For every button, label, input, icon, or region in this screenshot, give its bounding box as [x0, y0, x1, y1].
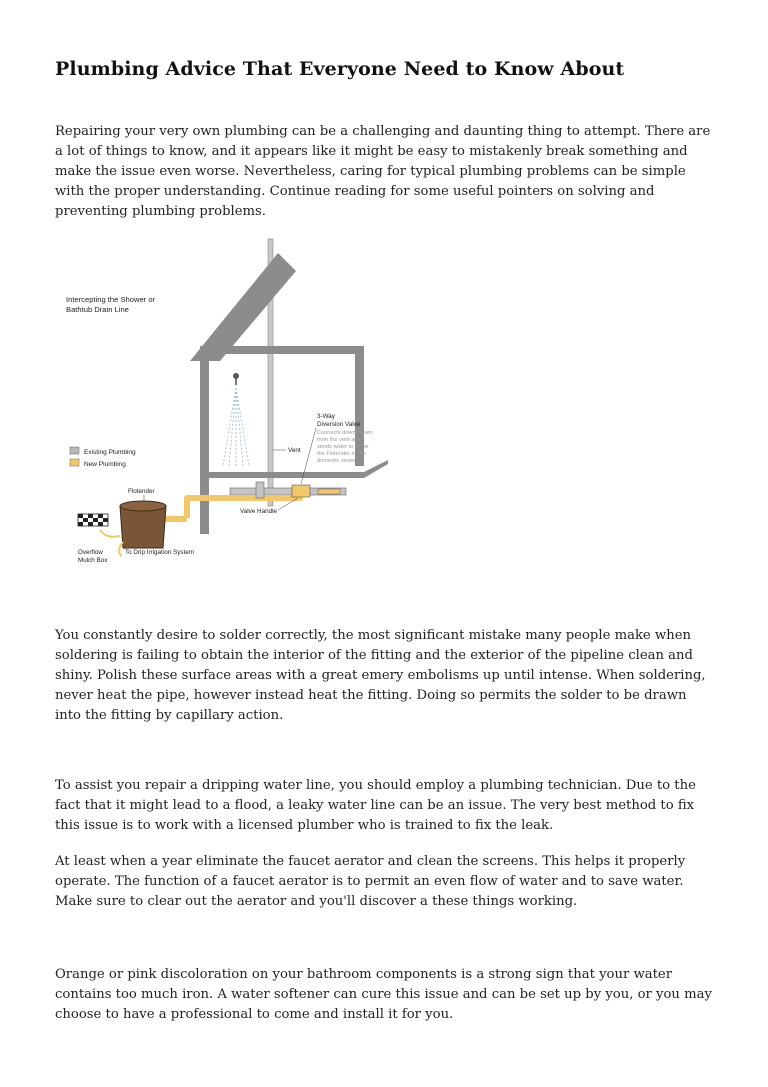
drain-trap: [256, 482, 264, 498]
valve-note-line3: sends water to either: [317, 444, 369, 450]
valve-note-line1: Connects downstream: [317, 430, 373, 436]
paragraph-water-line: To assist you repair a dripping water line, you should employ a plumbing technician. Due to the fact that it might lead to a flood, a leaky water line can be an issue. The very best method to fix this issue is to work with a licensed plumber who is trained to fix the leak.: [55, 778, 696, 833]
valve-note-line4: the Flotender or the: [317, 451, 366, 457]
legend-existing-label: Existing Plumbing: [84, 449, 136, 456]
ceiling: [200, 346, 364, 354]
label-overflow-line2: Mulch Box: [78, 557, 108, 564]
plumbing-diagram: [60, 236, 400, 576]
legend-new-label: New Plumbing: [84, 461, 126, 468]
water-spray: [223, 388, 249, 466]
diversion-valve-icon: [292, 485, 310, 497]
label-overflow-line1: Overflow: [78, 549, 103, 556]
paragraph-aerator: At least when a year eliminate the faucet aerator and clean the screens. This helps it properly operate. The function of a faucet aerator is to permit an even flow of water and to save water. Make sure to clear out the aerator and you'll discover a these things working.: [55, 854, 686, 909]
diagram-title-line2: Bathtub Drain Line: [66, 305, 129, 314]
label-flotender: Flotender: [128, 488, 155, 495]
label-valve-line2: Diversion Valve: [317, 421, 361, 428]
label-valve-handle: Valve Handle: [240, 508, 277, 515]
roof: [190, 253, 296, 361]
shower-head-icon: [233, 373, 239, 379]
overflow-pipe: [100, 530, 120, 537]
diagram-svg: [60, 236, 400, 576]
legend-new-swatch: [70, 459, 79, 466]
paragraph-soldering: You constantly desire to solder correctly, the most significant mistake many people make when soldering is failing to obtain the interior of the fitting and the exterior of the pipeline clean and shiny. Polish these surface areas with a great emery embolisms up until intense. When soldering, never heat the pipe, however instead heat the fitting. Doing so permits the solder to be drawn into the fitting by capillary action.: [55, 628, 706, 723]
page-title: Plumbing Advice That Everyone Need to Know About: [55, 58, 625, 80]
label-drip-irrigation: To Drip Irrigation System: [125, 549, 194, 556]
paragraph-intro: Repairing your very own plumbing can be a challenging and daunting thing to attempt. There are a lot of things to know, and it appears like it might be easy to mistakenly break something and make the issue even worse. Nevertheless, caring for typical plumbing problems can be simple with the proper understanding. Continue reading for some useful pointers on solving and preventing plumbing problems.: [55, 124, 711, 219]
diagram-title-line1: Intercepting the Shower or: [66, 295, 156, 304]
valve-extension: [318, 489, 340, 494]
label-vent: Vent: [288, 447, 301, 454]
flotender-tank-icon: [120, 506, 166, 548]
legend-existing-swatch: [70, 447, 79, 454]
valve-note-line5: domestic sewer: [317, 458, 356, 464]
flotender-lid: [120, 501, 166, 511]
overflow-mulch-box-icon: [78, 514, 108, 526]
valve-note-line2: from the vent and: [317, 437, 361, 443]
label-valve-line1: 3-Way: [317, 413, 335, 420]
shower-arm: [235, 379, 237, 385]
paragraph-iron: Orange or pink discoloration on your bathroom components is a strong sign that your water contains too much iron. A water softener can cure this issue and can be set up by you, or you may choose to have a professional to come and install it for you.: [55, 967, 712, 1022]
drip-pipe: [119, 542, 123, 556]
